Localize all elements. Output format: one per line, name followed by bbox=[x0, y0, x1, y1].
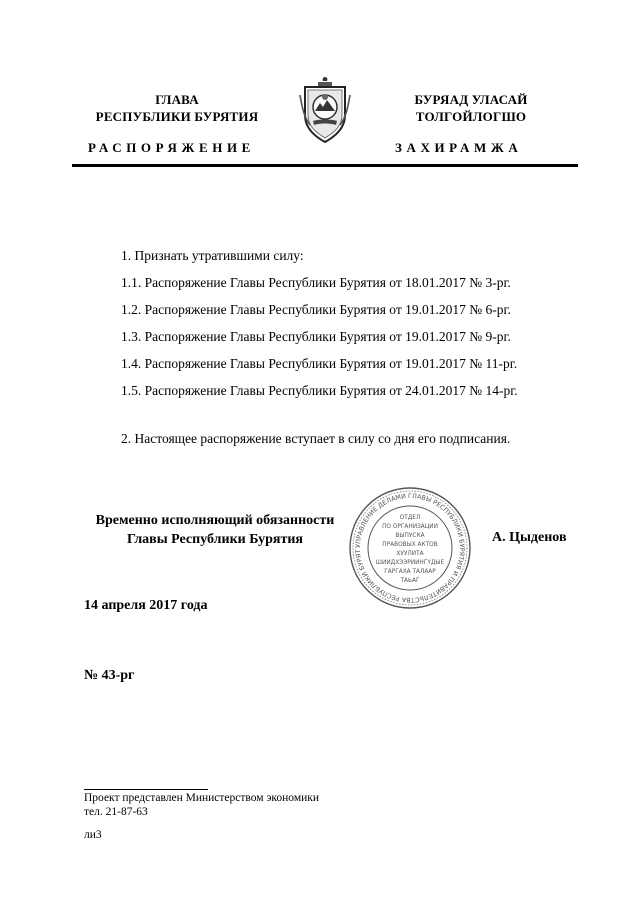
stamp-center-line: ШИИДХЭЭРИИНГҮДЫЕ bbox=[375, 560, 445, 566]
signatory-name: А. Цыденов bbox=[492, 530, 567, 545]
footer-divider bbox=[84, 789, 208, 790]
header-right bbox=[378, 91, 564, 125]
signatory-title-line1: Временно исполняющий обязанности bbox=[95, 513, 335, 528]
official-stamp bbox=[348, 486, 472, 610]
stamp-center-line: ВЫПУСКА bbox=[395, 533, 425, 539]
doc-type-left: РАСПОРЯЖЕНИЕ bbox=[88, 140, 255, 155]
stamp-center-line: ОТДЕЛ bbox=[399, 515, 421, 521]
footer-initials: ли3 bbox=[84, 829, 102, 841]
stamp-center-line: ГАРГАХА ТАЛААР bbox=[384, 569, 436, 575]
stamp-center-text bbox=[376, 515, 445, 584]
stamp-center-line: ТАЬАГ bbox=[400, 578, 420, 584]
body-item: 1.5. Распоряжение Главы Республики Бурятия от 24.01.2017 № 14-рг. bbox=[121, 383, 518, 398]
header-right-line2: ТОЛГОЙЛОГШО bbox=[415, 109, 527, 124]
footer-phone: тел. 21-87-63 bbox=[84, 806, 148, 818]
header-right-line1: БУРЯАД УЛАСАЙ bbox=[414, 92, 528, 107]
coat-of-arms-icon bbox=[296, 73, 354, 145]
header-left-line2: РЕСПУБЛИКИ БУРЯТИЯ bbox=[95, 109, 259, 124]
body-item: 1.2. Распоряжение Главы Республики Бурятия от 19.01.2017 № 6-рг. bbox=[121, 302, 511, 317]
stamp-ring-text: УПРАВЛЕНИЕ ДЕЛАМИ ГЛАВЫ РЕСПУБЛИКИ БУРЯТИЯ И ПРАВИТЕЛЬСТВА РЕСПУБЛИКИ БУРЯТ bbox=[353, 491, 467, 605]
footer-prepared-by: Проект представлен Министерством экономики bbox=[84, 792, 320, 804]
header-divider bbox=[72, 164, 578, 167]
stamp-center-line: ХУУЛИТА bbox=[396, 551, 424, 557]
body-item-effective: 2. Настоящее распоряжение вступает в силу со дня его подписания. bbox=[121, 431, 511, 446]
document-number: № 43-рг bbox=[84, 668, 135, 683]
document-date: 14 апреля 2017 года bbox=[84, 598, 208, 613]
stamp-center-line: ПРАВОВЫХ АКТОВ bbox=[382, 542, 438, 548]
signatory-title bbox=[84, 511, 346, 549]
body-item: 1.1. Распоряжение Главы Республики Бурятия от 18.01.2017 № 3-рг. bbox=[121, 275, 511, 290]
body-item: 1.4. Распоряжение Главы Республики Бурятия от 19.01.2017 № 11-рг. bbox=[121, 356, 518, 371]
header-dotted-line bbox=[72, 174, 578, 176]
signatory-title-line2: Главы Республики Бурятия bbox=[126, 532, 303, 547]
body-item: 1. Признать утратившими силу: bbox=[121, 248, 304, 263]
body-item: 1.3. Распоряжение Главы Республики Бурятия от 19.01.2017 № 9-рг. bbox=[121, 329, 511, 344]
doc-type-right: ЗАХИРАМЖА bbox=[395, 140, 523, 155]
header-left-line1: ГЛАВА bbox=[155, 92, 199, 107]
header-left bbox=[84, 91, 270, 125]
stamp-center-line: ПО ОРГАНИЗАЦИИ bbox=[382, 524, 438, 530]
